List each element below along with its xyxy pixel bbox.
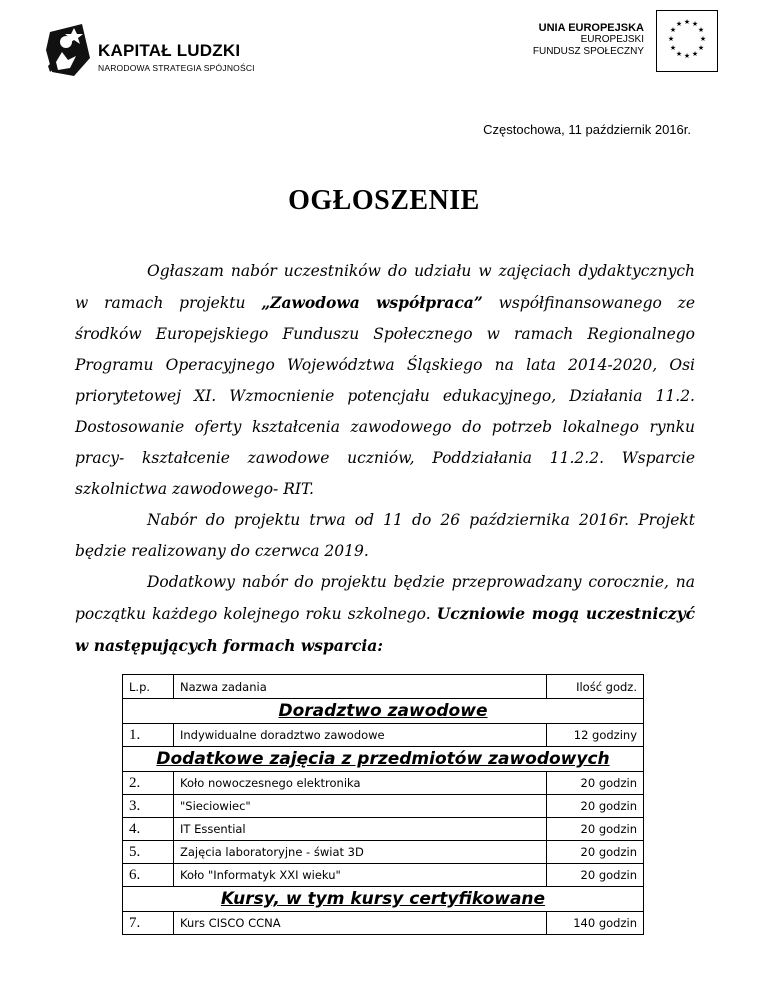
kapital-ludzki-logo <box>44 22 264 86</box>
paragraph-1 <box>75 256 695 505</box>
table-row <box>123 772 644 795</box>
svg-text:★: ★ <box>675 20 683 28</box>
row-name: IT Essential <box>174 818 547 841</box>
svg-text:★: ★ <box>683 52 691 60</box>
paragraph-1-rest: współfinansowanego ze środków Europejskiego Funduszu Społecznego w ramach Regionalnego Programu Operacyjnego Województwa Śląskiego na lata 2014-2020, Osi priorytetowej XI. Wzmocnienie potencjału edukacyjnego, Działania 11.2. Dostosowanie oferty kształcenia zawodowego do potrzeb lokalnego rynku pracy- kształcenie zawodowe uczniów, Poddziałania 11.2.2. Wsparcie szkolnictwa zawodowego- RIT. <box>75 294 695 498</box>
kapital-ludzki-subtitle: NARODOWA STRATEGIA SPÓJNOŚCI <box>98 63 255 73</box>
svg-text:★: ★ <box>669 26 677 34</box>
section-title: Doradztwo zawodowe <box>123 699 644 724</box>
row-name: "Sieciowiec" <box>174 795 547 818</box>
paragraph-3-bold: Uczniowie mogą uczestniczyć w następujących formach wsparcia: <box>75 604 696 655</box>
row-hours: 12 godziny <box>547 724 644 747</box>
project-name: „Zawodowa współpraca” <box>261 293 483 312</box>
header-lp: L.p. <box>123 675 174 699</box>
table-row <box>123 818 644 841</box>
row-name: Koło nowoczesnego elektronika <box>174 772 547 795</box>
section-row <box>123 747 644 772</box>
section-title: Dodatkowe zajęcia z przedmiotów zawodowych <box>123 747 644 772</box>
table-row <box>123 724 644 747</box>
page-title: OGŁOSZENIE <box>288 185 480 216</box>
section-row <box>123 887 644 912</box>
row-hours: 20 godzin <box>547 772 644 795</box>
row-name: Kurs CISCO CCNA <box>174 912 547 935</box>
svg-text:★: ★ <box>667 35 675 43</box>
paragraph-1-text: Ogłaszam nabór uczestników do udziału w zajęciach dydaktycznych w ramach projektu <box>75 262 695 312</box>
announcement-body <box>75 256 695 662</box>
table-header-row <box>123 675 644 699</box>
section-row <box>123 699 644 724</box>
row-hours: 20 godzin <box>547 818 644 841</box>
table-row <box>123 795 644 818</box>
row-hours: 20 godzin <box>547 795 644 818</box>
kapital-ludzki-title: KAPITAŁ LUDZKI <box>98 41 241 60</box>
svg-text:★: ★ <box>691 50 699 58</box>
row-hours: 20 godzin <box>547 841 644 864</box>
row-name: Zajęcia laboratoryjne - świat 3D <box>174 841 547 864</box>
row-lp: 2. <box>123 772 174 795</box>
row-hours: 140 godzin <box>547 912 644 935</box>
support-forms-table <box>122 674 644 935</box>
svg-text:★: ★ <box>697 26 705 34</box>
svg-text:★: ★ <box>669 44 677 52</box>
header-hours: Ilość godz. <box>547 675 644 699</box>
row-name: Indywidualne doradztwo zawodowe <box>174 724 547 747</box>
eu-logo-line2: EUROPEJSKI <box>580 34 644 45</box>
svg-text:★: ★ <box>697 44 705 52</box>
svg-text:★: ★ <box>699 35 707 43</box>
svg-text:★: ★ <box>691 20 699 28</box>
row-lp: 7. <box>123 912 174 935</box>
svg-text:★: ★ <box>683 18 691 26</box>
row-lp: 1. <box>123 724 174 747</box>
row-lp: 4. <box>123 818 174 841</box>
kapital-ludzki-emblem-icon <box>44 22 94 80</box>
eu-stars-icon <box>657 11 717 71</box>
row-name: Koło "Informatyk XXI wieku" <box>174 864 547 887</box>
paragraph-2: Nabór do projektu trwa od 11 do 26 października 2016r. Projekt będzie realizowany do czerwca 2019. <box>75 511 695 560</box>
paragraph-3-text: Dodatkowy nabór do projektu będzie przeprowadzany corocznie, na początku każdego kolejnego roku szkolnego. <box>75 573 695 623</box>
eu-logo-text <box>533 22 644 58</box>
section-title: Kursy, w tym kursy certyfikowane <box>123 887 644 912</box>
row-lp: 6. <box>123 864 174 887</box>
row-hours: 20 godzin <box>547 864 644 887</box>
eu-flag-icon <box>656 10 718 72</box>
svg-text:★: ★ <box>675 50 683 58</box>
header-name: Nazwa zadania <box>174 675 547 699</box>
row-lp: 5. <box>123 841 174 864</box>
paragraph-3 <box>75 567 695 662</box>
document-date: Częstochowa, 11 październik 2016r. <box>483 122 691 137</box>
eu-logo-line3: FUNDUSZ SPOŁECZNY <box>532 46 644 57</box>
table-row <box>123 912 644 935</box>
eu-logo-line1: UNIA EUROPEJSKA <box>538 22 644 34</box>
table-row <box>123 864 644 887</box>
table-row <box>123 841 644 864</box>
row-lp: 3. <box>123 795 174 818</box>
